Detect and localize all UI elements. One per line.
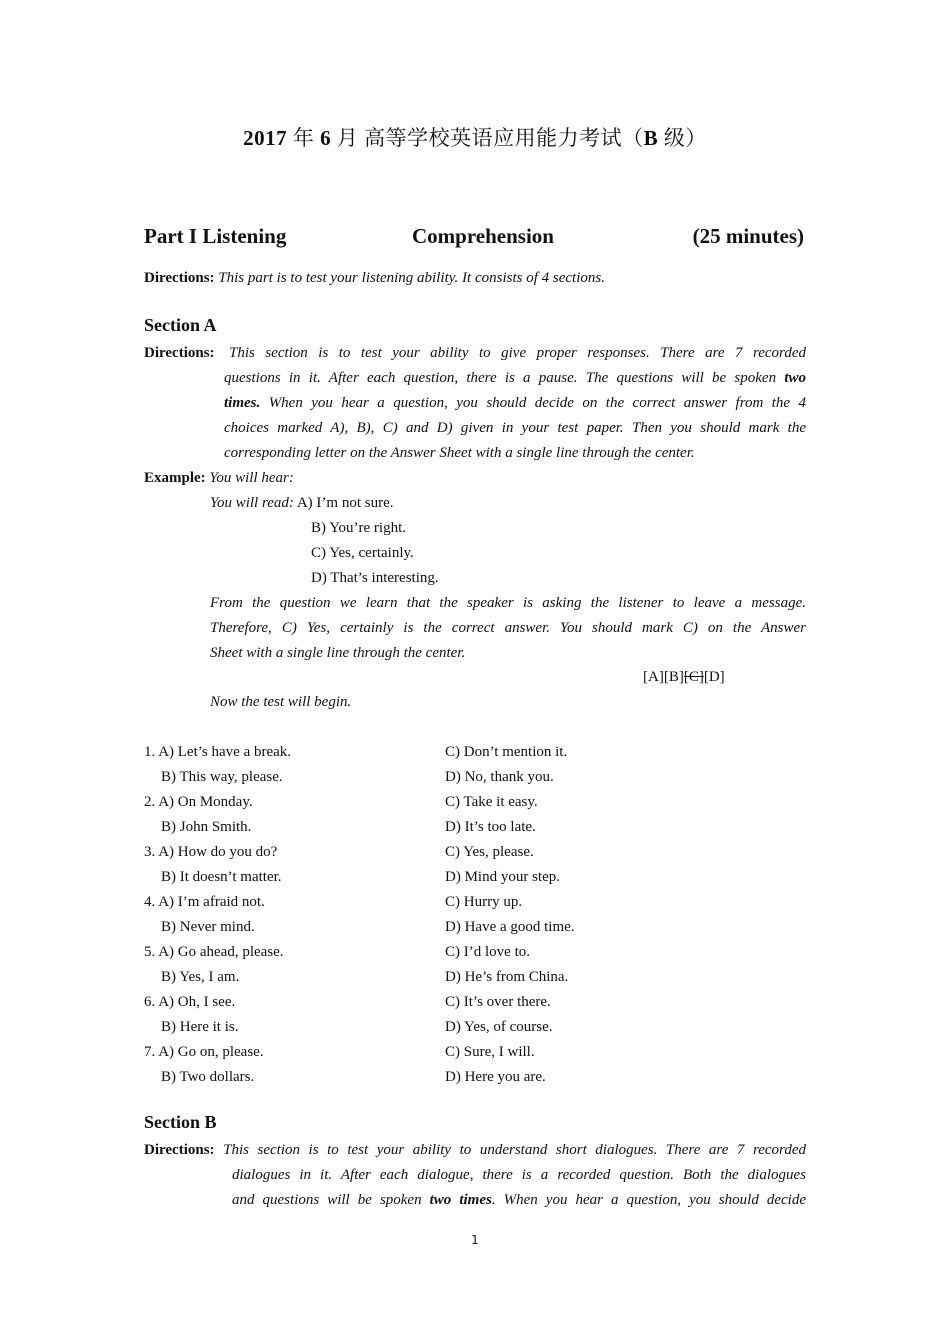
question-option-row	[161, 965, 239, 990]
section-a-directions-label: Directions:	[144, 345, 215, 361]
option-a: A) Go ahead, please.	[158, 944, 284, 960]
question-option-row	[445, 765, 554, 790]
section-b-title: Section B	[144, 1112, 217, 1132]
test-begin-note: Now the test will begin.	[210, 694, 352, 710]
option-b: B) Yes, I am.	[161, 969, 240, 985]
section-a-title: Section A	[144, 315, 217, 335]
question-option-row	[144, 940, 284, 965]
question-option-row	[445, 965, 568, 990]
page-title: 2017 年 6 月 高等学校英语应用能力考试（B 级）	[243, 126, 707, 150]
question-option-row	[445, 990, 551, 1015]
question-option-row	[445, 890, 522, 915]
question-option-row	[161, 1065, 254, 1090]
part-heading	[144, 224, 804, 252]
question-number: 4.	[144, 894, 156, 910]
part-heading-name: Part I Listening	[144, 224, 287, 248]
question-option-row	[445, 840, 534, 865]
example-read: You will read: A) I’m not sure.	[210, 495, 394, 511]
question-option-row	[161, 765, 283, 790]
option-c: C) Take it easy.	[445, 794, 538, 810]
question-number: 7.	[144, 1044, 156, 1060]
part-directions: Directions: This part is to test your listening ability. It consists of 4 sections.	[144, 270, 605, 286]
question-option-row	[445, 790, 538, 815]
question-option-row	[445, 1065, 546, 1090]
option-a: A) I’m afraid not.	[158, 894, 265, 910]
option-d: D) Yes, of course.	[445, 1019, 553, 1035]
option-c: C) Hurry up.	[445, 894, 523, 910]
option-c: C) Sure, I will.	[445, 1044, 535, 1060]
question-option-row	[445, 1015, 553, 1040]
option-b: B) This way, please.	[161, 769, 283, 785]
option-d: D) It’s too late.	[445, 819, 536, 835]
option-b: B) Here it is.	[161, 1019, 239, 1035]
option-c: C) I’d love to.	[445, 944, 530, 960]
question-option-row	[144, 790, 253, 815]
option-a: A) Let’s have a break.	[158, 744, 292, 760]
part-heading-time: (25 minutes)	[692, 224, 804, 248]
question-option-row	[445, 940, 530, 965]
option-a: A) Go on, please.	[158, 1044, 264, 1060]
example-explanation-line: Sheet with a single line through the center.	[210, 645, 466, 661]
option-b: B) John Smith.	[161, 819, 252, 835]
section-a-directions-line: questions in it. After each question, there is a pause. The questions will be spoken two	[224, 370, 806, 386]
question-option-row	[161, 915, 255, 940]
option-b: B) It doesn’t matter.	[161, 869, 282, 885]
question-option-row	[144, 840, 277, 865]
question-option-row	[144, 990, 235, 1015]
question-number: 2.	[144, 794, 156, 810]
question-option-row	[445, 815, 536, 840]
question-option-row	[445, 865, 560, 890]
question-number: 5.	[144, 944, 156, 960]
option-d: D) Have a good time.	[445, 919, 575, 935]
question-number: 1.	[144, 744, 156, 760]
page-number: 1	[471, 1233, 479, 1247]
section-a-directions-line: times. When you hear a question, you should decide on the correct answer from the 4	[224, 395, 806, 411]
question-option-row	[144, 1040, 264, 1065]
option-c: C) It’s over there.	[445, 994, 551, 1010]
question-option-row	[144, 740, 291, 765]
question-option-row	[445, 740, 567, 765]
question-option-row	[161, 815, 251, 840]
question-option-row	[445, 915, 575, 940]
option-d: D) Mind your step.	[445, 869, 560, 885]
option-d: D) No, thank you.	[445, 769, 554, 785]
example-answer-mark: [A][B][C][D]	[643, 669, 725, 685]
option-c: C) Don’t mention it.	[445, 744, 568, 760]
question-number: 3.	[144, 844, 156, 860]
question-option-row	[445, 1040, 535, 1065]
option-c: C) Yes, please.	[445, 844, 534, 860]
example-label: Example: You will hear:	[144, 470, 294, 486]
option-b: B) Never mind.	[161, 919, 255, 935]
section-a-directions-line: choices marked A), B), C) and D) given in your test paper. Then you should mark the	[224, 420, 806, 436]
section-b-directions-line: dialogues in it. After each dialogue, there is a recorded question. Both the dialogues	[232, 1167, 806, 1183]
part-heading-topic: Comprehension	[412, 224, 554, 248]
example-option: B) You’re right.	[311, 520, 407, 536]
example-explanation-line: From the question we learn that the speaker is asking the listener to leave a message.	[210, 595, 806, 611]
section-b-directions-line: and questions will be spoken two times. When you hear a question, you should decide	[232, 1192, 806, 1208]
section-a-directions-line: This section is to test your ability to give proper responses. There are 7 recorded	[229, 345, 806, 361]
question-option-row	[161, 865, 282, 890]
example-explanation-line: Therefore, C) Yes, certainly is the correct answer. You should mark C) on the Answer	[210, 620, 806, 636]
section-a-directions-line: corresponding letter on the Answer Sheet with a single line through the center.	[224, 445, 695, 461]
option-d: D) Here you are.	[445, 1069, 546, 1085]
example-option: D) That’s interesting.	[311, 570, 439, 586]
section-b-directions-line: Directions: This section is to test your ability to understand short dialogues. There are 7 recorded	[144, 1142, 806, 1158]
option-a: A) How do you do?	[158, 844, 278, 860]
option-a: A) Oh, I see.	[158, 994, 236, 1010]
question-number: 6.	[144, 994, 156, 1010]
example-option: C) Yes, certainly.	[311, 545, 414, 561]
option-b: B) Two dollars.	[161, 1069, 255, 1085]
question-option-row	[144, 890, 265, 915]
option-d: D) He’s from China.	[445, 969, 569, 985]
question-option-row	[161, 1015, 238, 1040]
option-a: A) On Monday.	[158, 794, 253, 810]
